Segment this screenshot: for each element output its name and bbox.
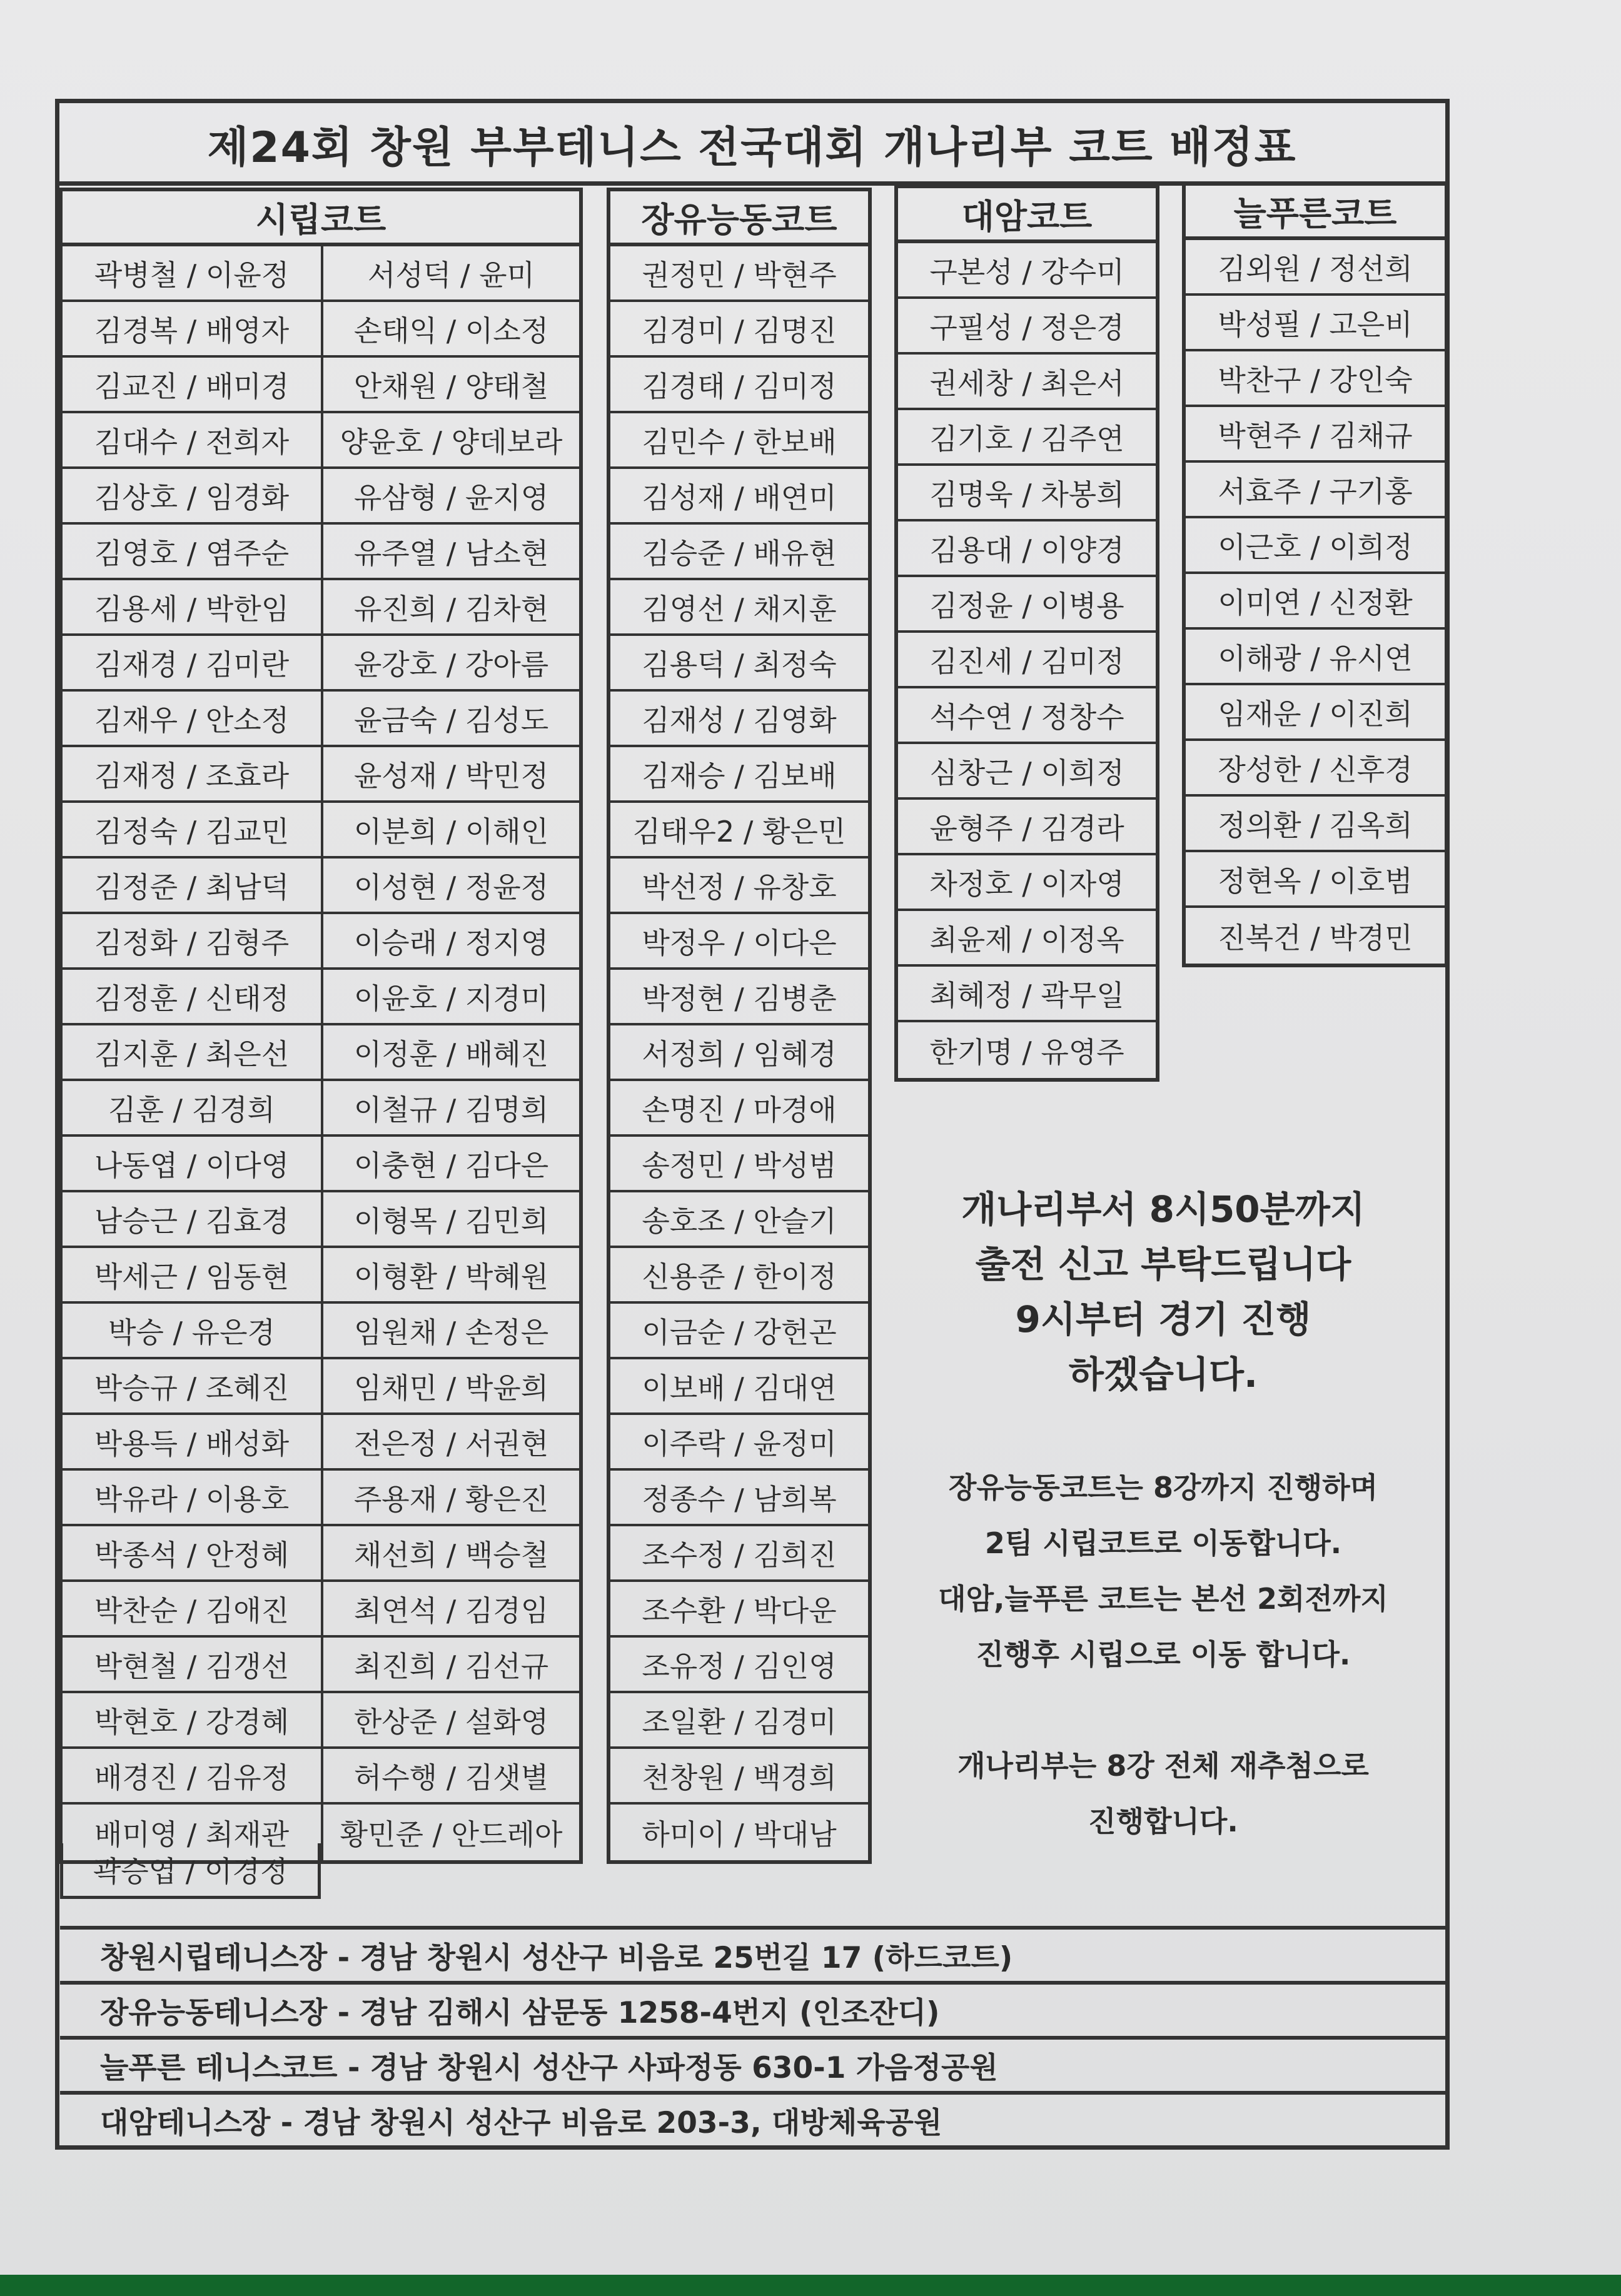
pair-cell: 허수행 / 김샛별	[323, 1749, 579, 1805]
pair-cell: 김영선 / 채지훈	[610, 580, 868, 636]
pair-cell: 배미영 / 최재관	[63, 1805, 323, 1860]
notice-line: 개나리부는 8강 전체 재추첨으로	[957, 1749, 1369, 1783]
pair-cell: 신용준 / 한이정	[610, 1248, 868, 1304]
pair-cell: 김재승 / 김보배	[610, 747, 868, 803]
pair-cell: 이충현 / 김다은	[323, 1137, 579, 1192]
pair-cell: 구필성 / 정은경	[898, 299, 1156, 355]
pair-cell: 장성한 / 신후경	[1186, 741, 1445, 797]
pair-cell: 김경미 / 김명진	[610, 302, 868, 358]
redraw-notice	[901, 1738, 1426, 1850]
pair-cell: 박승 / 유은경	[63, 1304, 323, 1359]
pair-cell: 박선정 / 유창호	[610, 858, 868, 914]
pair-cell: 김성재 / 배연미	[610, 469, 868, 525]
court-header-sirip: 시립코트	[63, 191, 579, 246]
court-table-jangyu	[607, 188, 872, 1864]
pair-cell: 나동엽 / 이다영	[63, 1137, 323, 1192]
pair-cell: 이철규 / 김명희	[323, 1081, 579, 1137]
pair-cell: 심창근 / 이희정	[898, 744, 1156, 800]
pair-cell: 김훈 / 김경희	[63, 1081, 323, 1137]
pair-cell: 이미연 / 신정환	[1186, 574, 1445, 630]
pair-cell: 유주열 / 남소현	[323, 525, 579, 580]
pair-cell: 배경진 / 김유정	[63, 1749, 323, 1805]
pair-cell: 박현철 / 김갱선	[63, 1638, 323, 1693]
pair-cell: 임재운 / 이진희	[1186, 685, 1445, 741]
notice-line: 출전 신고 부탁드립니다	[975, 1243, 1351, 1286]
pair-cell: 김기호 / 김주연	[898, 410, 1156, 466]
venue-row: 늘푸른 테니스코트 - 경남 창원시 성산구 사파정동 630-1 가음정공원	[60, 2036, 1445, 2091]
pair-cell: 이승래 / 정지영	[323, 914, 579, 970]
pair-cell: 김용대 / 이양경	[898, 521, 1156, 577]
notice-line: 2팀 시립코트로 이동합니다.	[984, 1526, 1342, 1560]
pair-cell: 박세근 / 임동현	[63, 1248, 323, 1304]
venue-row: 대암테니스장 - 경남 창원시 성산구 비음로 203-3, 대방체육공원	[60, 2091, 1445, 2146]
pair-cell: 권정민 / 박현주	[610, 246, 868, 302]
pair-cell: 박유라 / 이용호	[63, 1471, 323, 1526]
pair-cell: 윤형주 / 김경라	[898, 800, 1156, 855]
pair-cell: 김경태 / 김미정	[610, 358, 868, 413]
pair-cell: 이주락 / 윤정미	[610, 1415, 868, 1471]
pair-cell: 차정호 / 이자영	[898, 855, 1156, 911]
pair-cell: 이형목 / 김민희	[323, 1192, 579, 1248]
pair-cell: 최진희 / 김선규	[323, 1638, 579, 1693]
pair-cell: 윤성재 / 박민정	[323, 747, 579, 803]
pair-cell: 손태익 / 이소정	[323, 302, 579, 358]
pair-cell: 정현옥 / 이호범	[1186, 852, 1445, 908]
pair-cell: 안채원 / 양태철	[323, 358, 579, 413]
pair-cell: 박정우 / 이다은	[610, 914, 868, 970]
venue-list	[60, 1926, 1445, 2146]
pair-cell: 조유정 / 김인영	[610, 1638, 868, 1693]
pair-cell: 한상준 / 설화영	[323, 1693, 579, 1749]
pair-cell: 이윤호 / 지경미	[323, 970, 579, 1025]
pair-cell: 권세창 / 최은서	[898, 355, 1156, 410]
pair-cell: 남승근 / 김효경	[63, 1192, 323, 1248]
pair-cell: 진복건 / 박경민	[1218, 920, 1413, 955]
checkin-notice	[901, 1182, 1426, 1402]
pair-cell: 박승규 / 조혜진	[63, 1359, 323, 1415]
pair-cell: 최혜정 / 곽무일	[898, 967, 1156, 1022]
pair-cell: 하미이 / 박대남	[642, 1817, 837, 1851]
pair-cell: 정의환 / 김옥희	[1186, 797, 1445, 852]
notice-line: 진행합니다.	[1088, 1805, 1238, 1838]
pair-cell: 천창원 / 백경희	[610, 1749, 868, 1805]
pair-cell: 주용재 / 황은진	[323, 1471, 579, 1526]
pair-cell: 이보배 / 김대연	[610, 1359, 868, 1415]
pair-cell: 박정현 / 김병춘	[610, 970, 868, 1025]
pair-cell: 김승준 / 배유현	[610, 525, 868, 580]
pair-cell: 유진희 / 김차현	[323, 580, 579, 636]
pair-cell: 구본성 / 강수미	[898, 243, 1156, 299]
pair-cell: 서정희 / 임혜경	[610, 1025, 868, 1081]
pair-cell: 이정훈 / 배혜진	[323, 1025, 579, 1081]
court-header-neulpureun: 늘푸른코트	[1186, 185, 1445, 240]
pair-cell: 박찬구 / 강인숙	[1186, 351, 1445, 407]
pair-cell: 최연석 / 김경임	[323, 1582, 579, 1638]
pair-cell: 김교진 / 배미경	[63, 358, 323, 413]
pair-cell: 이금순 / 강헌곤	[610, 1304, 868, 1359]
pair-cell: 서효주 / 구기홍	[1186, 463, 1445, 518]
pair-cell: 김재경 / 김미란	[63, 636, 323, 692]
pair-cell: 박성필 / 고은비	[1186, 296, 1445, 351]
court-header-daeam: 대암코트	[898, 188, 1156, 243]
pair-cell: 채선희 / 백승철	[323, 1526, 579, 1582]
notice-line: 개나리부서 8시50분까지	[961, 1188, 1365, 1231]
pair-cell: 김상호 / 임경화	[63, 469, 323, 525]
pair-cell: 김명욱 / 차봉희	[898, 466, 1156, 521]
pair-cell: 조수정 / 김희진	[610, 1526, 868, 1582]
pair-cell: 전은정 / 서권현	[323, 1415, 579, 1471]
pair-cell: 김정훈 / 신태정	[63, 970, 323, 1025]
court-table-neulpureun	[1182, 181, 1448, 967]
pair-cell: 임원채 / 손정은	[323, 1304, 579, 1359]
pair-cell: 양윤호 / 양데보라	[323, 413, 579, 469]
notice-line: 장유능동코트는 8강까지 진행하며	[948, 1471, 1378, 1504]
notice-line: 대암,늘푸른 코트는 본선 2회전까지	[938, 1582, 1388, 1616]
pair-cell: 김용세 / 박한임	[63, 580, 323, 636]
pair-cell: 김재정 / 조효라	[63, 747, 323, 803]
court-header-jangyu: 장유능동코트	[610, 191, 868, 246]
pair-cell: 이해광 / 유시연	[1186, 630, 1445, 685]
pair-cell: 김재우 / 안소정	[63, 692, 323, 747]
pair-cell: 김정윤 / 이병용	[898, 577, 1156, 633]
pair-cell: 김정화 / 김형주	[63, 914, 323, 970]
pair-cell: 윤금숙 / 김성도	[323, 692, 579, 747]
pair-cell: 정종수 / 남희복	[610, 1471, 868, 1526]
pair-cell: 김외원 / 정선희	[1186, 240, 1445, 296]
notice-line: 하겠습니다.	[1068, 1353, 1258, 1396]
pair-cell: 박찬순 / 김애진	[63, 1582, 323, 1638]
court-table-daeam	[894, 184, 1159, 1082]
pair-cell: 박현주 / 김채규	[1186, 407, 1445, 463]
pair-cell: 조일환 / 김경미	[610, 1693, 868, 1749]
pair-cell-extra: 곽승엽 / 이경정	[60, 1843, 321, 1899]
pair-cell: 김태우2 / 황은민	[610, 803, 868, 858]
notice-line: 진행후 시립으로 이동 합니다.	[976, 1638, 1351, 1671]
pair-grid	[1186, 240, 1445, 964]
pair-cell: 김진세 / 김미정	[898, 633, 1156, 688]
pair-cell: 김민수 / 한보배	[610, 413, 868, 469]
movement-notice	[901, 1460, 1426, 1683]
background-edge	[0, 2275, 1621, 2296]
pair-cell: 곽병철 / 이윤정	[63, 246, 323, 302]
pair-cell: 박종석 / 안정혜	[63, 1526, 323, 1582]
venue-row: 창원시립테니스장 - 경남 창원시 성산구 비음로 25번길 17 (하드코트)	[60, 1926, 1445, 1981]
pair-cell: 이형환 / 박혜원	[323, 1248, 579, 1304]
pair-cell: 김재성 / 김영화	[610, 692, 868, 747]
pair-grid	[610, 246, 868, 1860]
pair-cell: 손명진 / 마경애	[610, 1081, 868, 1137]
pair-cell: 송정민 / 박성범	[610, 1137, 868, 1192]
pair-cell: 윤강호 / 강아름	[323, 636, 579, 692]
pair-cell: 김지훈 / 최은선	[63, 1025, 323, 1081]
pair-cell: 김용덕 / 최정숙	[610, 636, 868, 692]
pair-cell: 김영호 / 염주순	[63, 525, 323, 580]
pair-cell: 최윤제 / 이정옥	[898, 911, 1156, 967]
pair-cell: 이성현 / 정윤정	[323, 858, 579, 914]
court-table-sirip	[59, 188, 583, 1864]
pair-cell: 유삼형 / 윤지영	[323, 469, 579, 525]
pair-cell: 서성덕 / 윤미	[323, 246, 579, 302]
page-title: 제24회 창원 부부테니스 전국대회 개나리부 코트 배정표	[207, 123, 1297, 173]
pair-cell: 김정숙 / 김교민	[63, 803, 323, 858]
pair-cell: 이분희 / 이해인	[323, 803, 579, 858]
pair-cell: 황민준 / 안드레아	[340, 1817, 563, 1851]
pair-cell: 김경복 / 배영자	[63, 302, 323, 358]
pair-grid	[898, 243, 1156, 1078]
pair-cell: 이근호 / 이희정	[1186, 518, 1445, 574]
pair-cell: 김정준 / 최남덕	[63, 858, 323, 914]
pair-cell: 김대수 / 전희자	[63, 413, 323, 469]
pair-cell: 한기명 / 유영주	[929, 1035, 1124, 1069]
pair-cell: 송호조 / 안슬기	[610, 1192, 868, 1248]
pair-cell: 조수환 / 박다운	[610, 1582, 868, 1638]
pair-cell: 임채민 / 박윤희	[323, 1359, 579, 1415]
pair-cell: 박용득 / 배성화	[63, 1415, 323, 1471]
pair-cell: 박현호 / 강경혜	[63, 1693, 323, 1749]
venue-row: 장유능동테니스장 - 경남 김해시 삼문동 1258-4번지 (인조잔디)	[60, 1981, 1445, 2036]
pair-cell: 석수연 / 정창수	[898, 688, 1156, 744]
pair-grid	[63, 246, 579, 1860]
notice-line: 9시부터 경기 진행	[1015, 1298, 1311, 1341]
